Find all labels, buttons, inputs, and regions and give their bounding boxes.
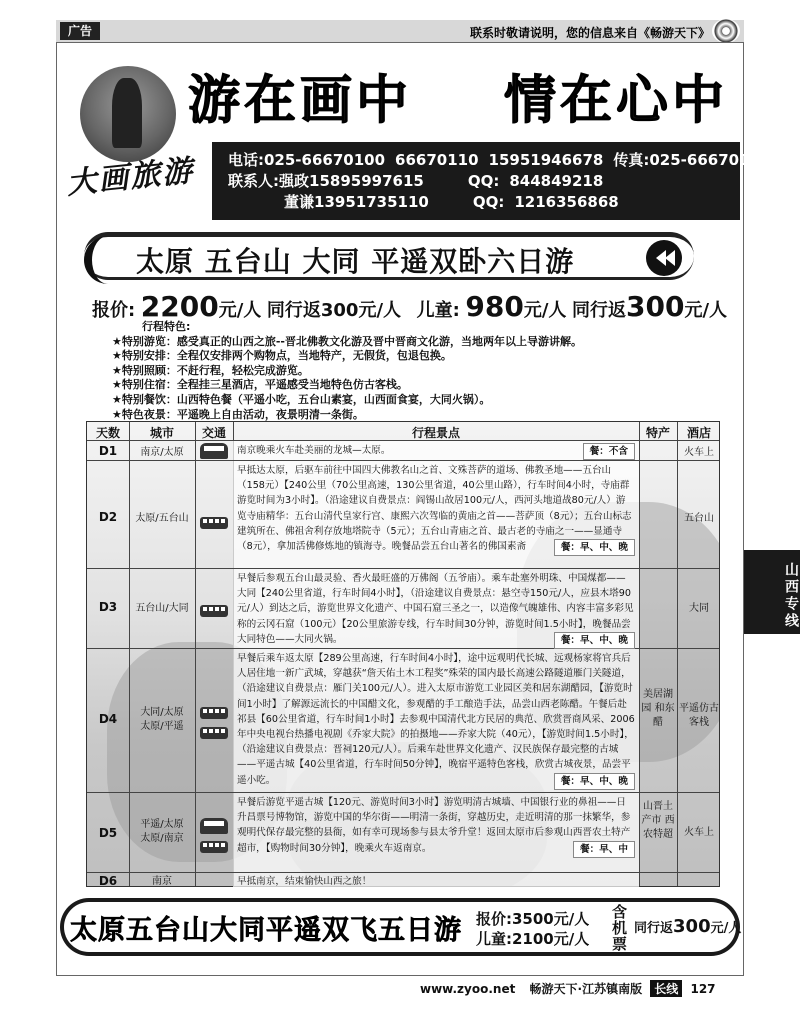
slogan-left: 游在画中 — [188, 71, 413, 131]
route-cell — [233, 649, 639, 792]
route-cell — [233, 569, 639, 648]
page-number: 127 — [690, 982, 716, 996]
city-cell: 平遥/太原 太原/南京 — [140, 819, 184, 844]
child-label: 儿童: — [416, 300, 460, 321]
header-specialty: 特产 — [645, 426, 670, 440]
train-icon — [197, 443, 231, 463]
tour-title: 太原 五台山 大同 平遥双卧六日游 — [136, 245, 575, 278]
feature-item: ★特别游览：感受真正的山西之旅--晋北佛教文化游及晋中晋商文化游，当地两年以上导游讲解。 — [112, 334, 582, 348]
bottom-child-label: 儿童: — [476, 930, 512, 948]
route-text: 早餐后参观五台山最灵验、香火最旺盛的万佛阁（五爷庙）。乘车赴塞外明珠、中国煤都——大同【240公里省道，行车时间4小时】，（沿途建议自费景点：悬空寺150元/人，应县木塔90元/人）到达之后，游览世界文化遗产、中国石窟三圣之一，以造像气魄雄伟、内容丰富多彩见称的云冈石窟（100元）【20公里旅游专线，行车时间30分钟，游览时间1.5小时】，晚餐品尝大同特色——大同火锅。 — [237, 573, 634, 645]
price-line — [92, 290, 727, 323]
banner-swoosh — [84, 236, 124, 284]
header-route: 行程景点 — [411, 426, 460, 440]
ad-tag: 广告 — [60, 22, 100, 40]
hotel-cell: 平遥仿古客栈 — [679, 703, 719, 728]
train-icon — [197, 818, 231, 857]
route-cell — [233, 873, 639, 888]
contact2-phone[interactable]: 13951735110 — [314, 193, 429, 211]
return-label: 同行返 — [266, 300, 321, 321]
side-tab-shanxi[interactable] — [744, 550, 800, 634]
qq-1[interactable]: 844849218 — [509, 172, 604, 190]
day-cell: D6 — [98, 874, 118, 888]
bottom-included: 含机票 — [612, 903, 628, 953]
fax-number: 025-66670110 — [649, 151, 771, 169]
phone-1[interactable]: 025-66670100 — [264, 151, 386, 169]
logo-text: 大画旅游 — [64, 153, 196, 202]
itinerary-table — [86, 421, 720, 887]
feature-item: ★特别餐饮：山西特色餐（平遥小吃，五台山素宴，山西面食宴，大同火锅）。 — [112, 392, 491, 406]
bottom-return-unit: 元/人 — [710, 921, 742, 936]
feature-item: ★特色夜景：平遥晚上自由活动，夜景明清一条街。 — [112, 407, 364, 421]
hotel-cell: 大同 — [689, 603, 709, 614]
contact-box — [212, 142, 771, 220]
meal-badge: 餐：早、中、晚 — [554, 773, 635, 790]
route-text: 早抵达太原，后驱车前往中国四大佛教名山之首、文殊菩萨的道场、佛教圣地——五台山（158元）【240公里（70公里高速，130公里省道，40公里山路），行车时间4小时，寺庙群游览时间为3小时】。（沿途建议自费景点：阎锡山故居100元/人，西河头地道战80元/人）游览寺庙精华：五台山清代皇家行宫、康熙六次驾临的黄庙之首——菩萨顶（8元）；五台山标志建筑所在、佛祖舍利存放地塔院寺（5元）；五台山青庙之首、最古老的寺庙之一——显通寺（8元），拿加活佛修炼地的镇海寺。晚餐品尝五台山著名的佛国素斋 — [237, 465, 632, 553]
city-cell: 南京 — [152, 876, 172, 887]
route-text: 南京晚乘火车赴美丽的龙城—太原。 — [237, 445, 391, 456]
city-cell: 五台山/大同 — [135, 603, 189, 614]
contact-row-2 — [228, 192, 724, 213]
route-text: 早餐后游览平遥古城【120元、游览时间3小时】游览明清古城墙、中国银行业的鼻祖——日升昌票号博物馆，游览中国的华尔街——明清一条街，穿越历史，走近明清的那一抹繁华，参观明代保存最完整的县衙，如有幸可现场参与县太爷升堂！返回太原市后参观山西晋农土特产超市，【购物时间30分钟】，晚乘火车返南京。 — [237, 797, 631, 854]
feature-item: ★特别安排：全程仅安排两个购物点，当地特产，无假货，包退包换。 — [112, 349, 452, 363]
qq-2[interactable]: 1216356868 — [514, 193, 619, 211]
contact-row-1 — [228, 171, 724, 192]
feature-item: ★特别照顾：不赶行程，轻松完成游览。 — [112, 363, 309, 377]
contact1-phone[interactable]: 15895997615 — [309, 172, 424, 190]
footer-magazine: 畅游天下·江苏镇南版 — [529, 982, 643, 996]
return-unit: 元/人 — [358, 300, 402, 321]
bottom-return-label: 同行返 — [634, 921, 674, 936]
fax-label: 传真: — [613, 151, 650, 169]
bottom-price-label: 报价: — [476, 910, 512, 928]
city-cell: 大同/太原 太原/平遥 — [140, 707, 184, 732]
specialty-cell: 美居湖园 和东醋 — [641, 689, 675, 728]
hotel-cell: 火车上 — [684, 447, 714, 458]
child-unit: 元/人 — [523, 300, 567, 321]
adult-price: 2200 — [140, 290, 219, 323]
footer-url[interactable]: www.zyoo.net — [420, 982, 516, 996]
phone-2[interactable]: 66670110 — [395, 151, 479, 169]
feature-item: ★特别住宿：全程挂三星酒店，平遥感受当地特色仿古客栈。 — [112, 378, 408, 392]
bus-icon — [197, 704, 231, 743]
bottom-return-value: 300 — [673, 916, 711, 937]
child-price: 980 — [465, 290, 524, 323]
bottom-price — [476, 908, 589, 929]
contacts-label: 联系人: — [228, 172, 279, 190]
contact1-name: 强政 — [279, 172, 310, 190]
side-tab-label: 山西专线 — [783, 562, 799, 630]
header-transport: 交通 — [201, 426, 226, 440]
sun-emblem-icon — [712, 19, 740, 43]
hotel-cell: 火车上 — [684, 827, 714, 838]
return-value: 300 — [320, 300, 359, 321]
child-return-label: 同行返 — [572, 300, 626, 321]
route-cell — [233, 441, 639, 460]
footer-tag: 长线 — [650, 980, 682, 997]
hotel-cell: 五台山 — [684, 513, 714, 524]
footer — [420, 980, 716, 997]
slogan-right: 情在心中 — [504, 71, 729, 131]
bottom-tour-title: 太原五台山大同平遥双飞五日游 — [70, 915, 462, 946]
day-cell: D2 — [98, 510, 118, 524]
day-cell: D1 — [98, 444, 118, 458]
route-text: 早餐后乘车返太原【289公里高速，行车时间4小时】，途中远观明代长城、远观杨家将官兵后人居住地一新广武城，穿越获“詹天佑土木工程奖”殊荣的国内最长高速公路隧道雁门关隧道，（沿途建议自费景点：雁门关100元/人）。进入太原市游览工业园区美和居东湖醋园，【游览时间1小时】了解源远流长的中国醋文化，参观醋的手工酿造手法，品尝山西老陈醋。午餐后赴祁县【60公里省道，行车时间1小时】去参观中国清代北方民居的典范、欣赏晋商风采、2006年中央电视台热播电视剧《乔家大院》的拍摄地——乔家大院（40元），【游览时间1.5小时】，（沿途建议自费景点：晋祠120元/人）。后乘车赴世界文化遗产、汉民族保存最完整的古城——平遥古城【40公里省道，行车时间50分钟】，晚宿平遥特色客栈，欣赏古城夜景，品尝平遥小吃。 — [237, 653, 635, 786]
rewind-icon — [646, 240, 682, 276]
route-cell — [233, 793, 639, 872]
header-hotel: 酒店 — [686, 426, 711, 440]
price-label: 报价: — [92, 300, 136, 321]
phone-3[interactable]: 15951946678 — [488, 151, 604, 169]
qq-label-1: QQ: — [467, 172, 500, 190]
qq-label-2: QQ: — [472, 193, 505, 211]
features-list — [112, 320, 582, 422]
bottom-child-price — [476, 928, 589, 949]
meal-badge: 餐：不含 — [583, 443, 635, 460]
meal-badge: 餐：早、中 — [573, 841, 635, 858]
day-cell: D4 — [98, 712, 118, 726]
city-cell: 南京/太原 — [140, 447, 184, 458]
phone-label: 电话: — [228, 151, 264, 169]
phone-row — [228, 150, 771, 171]
bus-icon — [197, 602, 231, 621]
bottom-price-value: 3500元/人 — [512, 910, 590, 928]
child-return-unit: 元/人 — [684, 300, 728, 321]
meal-badge: 餐：早、中、晚 — [554, 632, 635, 649]
day-cell: D3 — [98, 600, 118, 614]
header-city: 城市 — [149, 426, 174, 440]
day-cell: D5 — [98, 826, 118, 840]
route-cell — [233, 461, 639, 568]
specialty-cell: 山晋土产市 西农特超 — [641, 801, 675, 840]
bottom-return — [634, 916, 741, 937]
source-note: 联系时敬请说明，您的信息来自《畅游天下》 — [470, 26, 711, 40]
child-return-value: 300 — [626, 290, 685, 323]
city-cell: 太原/五台山 — [135, 513, 189, 524]
route-text: 早抵南京，结束愉快山西之旅！ — [237, 876, 372, 887]
bottom-child-value: 2100元/人 — [512, 930, 590, 948]
contact2-name: 董谦 — [284, 193, 315, 211]
features-title: 行程特色: — [142, 320, 191, 333]
adult-unit: 元/人 — [218, 300, 262, 321]
logo-figure-icon — [112, 78, 142, 148]
header-day: 天数 — [95, 426, 120, 440]
meal-badge: 餐：早、中、晚 — [554, 539, 635, 556]
bus-icon — [197, 514, 231, 533]
